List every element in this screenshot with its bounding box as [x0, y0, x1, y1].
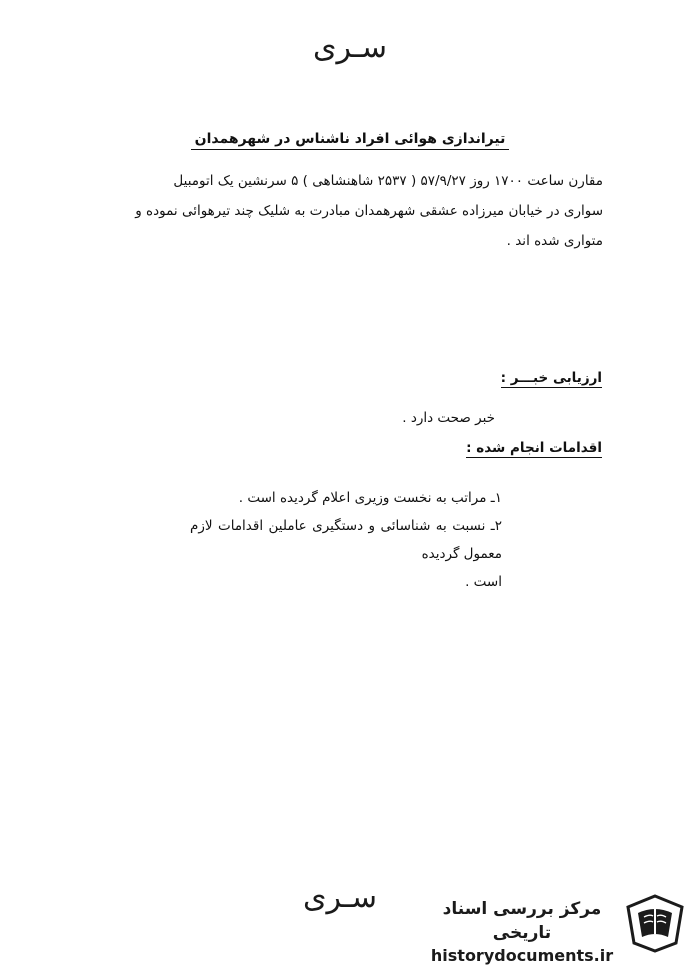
- actions-heading-wrap: [466, 440, 602, 456]
- report-line: سواری در خیابان میرزاده عشقی شهرهمدان مبادرت به شلیک چند تیرهوائی نموده و: [135, 203, 603, 219]
- classification-stamp-bottom: سـری: [303, 880, 377, 915]
- action-item: ۱ـ مراتب به نخست وزیری اعلام گردیده است .: [238, 490, 502, 506]
- evaluation-heading-wrap: [501, 370, 602, 386]
- evaluation-heading: ارزیابی خبـــر :: [500, 370, 602, 386]
- archive-watermark: [428, 893, 688, 965]
- report-line: متواری شده اند .: [506, 233, 603, 249]
- report-body: [85, 166, 603, 256]
- watermark-website: historydocuments.ir: [430, 946, 614, 965]
- watermark-text: [428, 897, 616, 967]
- book-shield-logo-icon: [624, 893, 686, 953]
- actions-heading: اقدامات انجام شده :: [466, 440, 602, 456]
- document-title-wrap: [0, 128, 700, 150]
- classification-stamp-top: سـری: [313, 30, 387, 65]
- action-item-continuation: است .: [465, 574, 502, 590]
- evaluation-text: خبر صحت دارد .: [402, 410, 495, 426]
- actions-list: [190, 484, 502, 596]
- action-item: ۲ـ نسبت به شناسائی و دستگیری عاملین اقدامات لازم معمول گردیده: [190, 518, 502, 562]
- document-title: تیراندازی هوائی افراد ناشناس در شهرهمدان: [191, 131, 510, 150]
- report-line: مقارن ساعت ۱۷۰۰ روز ۵۷/۹/۲۷ ( ۲۵۳۷ شاهنشاهی ) ۵ سرنشین یک اتومبیل: [173, 173, 603, 189]
- watermark-org-name: مرکز بررسی اسناد تاریخی: [442, 899, 602, 943]
